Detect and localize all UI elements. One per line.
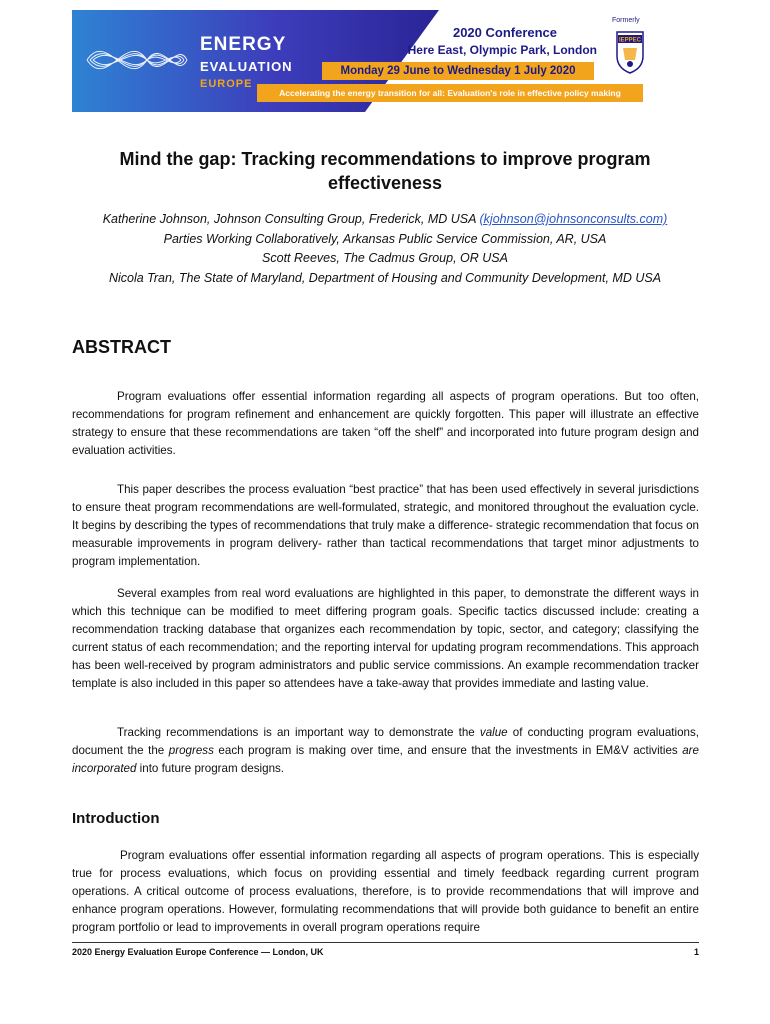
logo-energy-word: ENERGY (200, 34, 287, 55)
footer-divider (72, 942, 699, 943)
paragraph-text: into future program designs. (136, 762, 285, 775)
conference-tagline: Accelerating the energy transition for all: Evaluation's role in effective policy making (257, 84, 643, 102)
author-line (40, 210, 730, 230)
paragraph-text: of conducting program evaluations, document the the (72, 726, 699, 757)
paragraph-text: Several examples from real word evaluations are highlighted in this paper, to demonstrate the different ways in which this technique can be modified to meet differing program goals. Specific tactics discussed include: creating a recommendation tracking database that organizes each recommendation by topic, sector, and category; classifying the current status of each recommendation; and the reporting interval for updating program recommendations. This approach has been well-received by program administrators and public service commissions. An example recommendation tracker template is also included in this paper so attendees have a take-away that provides immediate and lasting value. (72, 587, 699, 690)
abstract-paragraph (72, 724, 699, 778)
paper-title: Mind the gap: Tracking recommendations to improve program effectiveness (119, 149, 651, 193)
svg-text:IEPPEC: IEPPEC (618, 37, 642, 44)
formerly-label: Formerly (612, 17, 640, 24)
author-line: Parties Working Collaboratively, Arkansas Public Service Commission, AR, USA (163, 231, 607, 246)
conference-dates: Monday 29 June to Wednesday 1 July 2020 (322, 62, 594, 80)
abstract-paragraph (72, 481, 699, 571)
conference-title: 2020 Conference (452, 25, 558, 40)
emphasis-progress: progress (168, 744, 214, 757)
paragraph-text: each program is making over time, and ensure that the investments in EM&V activities (213, 744, 683, 757)
footer-conference: 2020 Energy Evaluation Europe Conference — London, UK (72, 947, 324, 957)
paragraph-text: Tracking recommendations is an important way to demonstrate the (117, 726, 480, 739)
author-list (40, 210, 730, 288)
paragraph-text: Program evaluations offer essential information regarding all aspects of program operations. But too often, recommendations for program refinement and enhancement are quickly forgotten. This paper will illustrate an effective strategy to ensure that these recommendations are taken “off the shelf” and incorporated into future program design and evaluation activities. (72, 390, 699, 457)
abstract-paragraph (72, 388, 699, 460)
conference-banner (72, 10, 643, 112)
paragraph-text: Program evaluations offer essential information regarding all aspects of program operations. This is especially true for process evaluations, which focus on providing essential and timely feedback regarding current program operations. A critical outcome of process evaluations, therefore, is to provide recommendations that will improve and enhance program operations. However, formulating recommendations that will provide both guidance to benefit an entire program portfolio or lead to improvements in overall program operations require (72, 849, 699, 934)
introduction-paragraph (72, 847, 699, 937)
abstract-paragraph (72, 585, 699, 693)
emphasis-value: value (479, 726, 508, 739)
author-email-link[interactable]: (kjohnson@johnsonconsults.com) (479, 212, 668, 226)
abstract-heading: ABSTRACT (72, 337, 171, 357)
logo-evaluation-word: EVALUATION (200, 59, 293, 74)
paragraph-text: This paper describes the process evaluation “best practice” that has been used effectively in several jurisdictions to ensure theat program recommendations are well-formulated, strategic, and monitored throughout the evaluation cycle. It begins by describing the types of recommendations that truly make a difference- strategic recommendation that focus on measurable improvements in program delivery- rather than tactical recommendations that target minor adjustments to program implementation. (72, 483, 699, 568)
author-name: Katherine Johnson, Johnson Consulting Group, Frederick, MD USA (102, 212, 477, 226)
author-line: Nicola Tran, The State of Maryland, Department of Housing and Community Development, MD USA (108, 270, 662, 285)
page-number: 1 (693, 947, 699, 957)
ieppec-seal-icon (615, 30, 645, 74)
logo-europe-word: EUROPE (200, 78, 253, 90)
author-line: Scott Reeves, The Cadmus Group, OR USA (262, 251, 508, 265)
emphasis-incorporated: are incorporated (72, 744, 699, 775)
conference-venue: Here East, Olympic Park, London (407, 43, 597, 57)
introduction-heading: Introduction (72, 810, 160, 827)
